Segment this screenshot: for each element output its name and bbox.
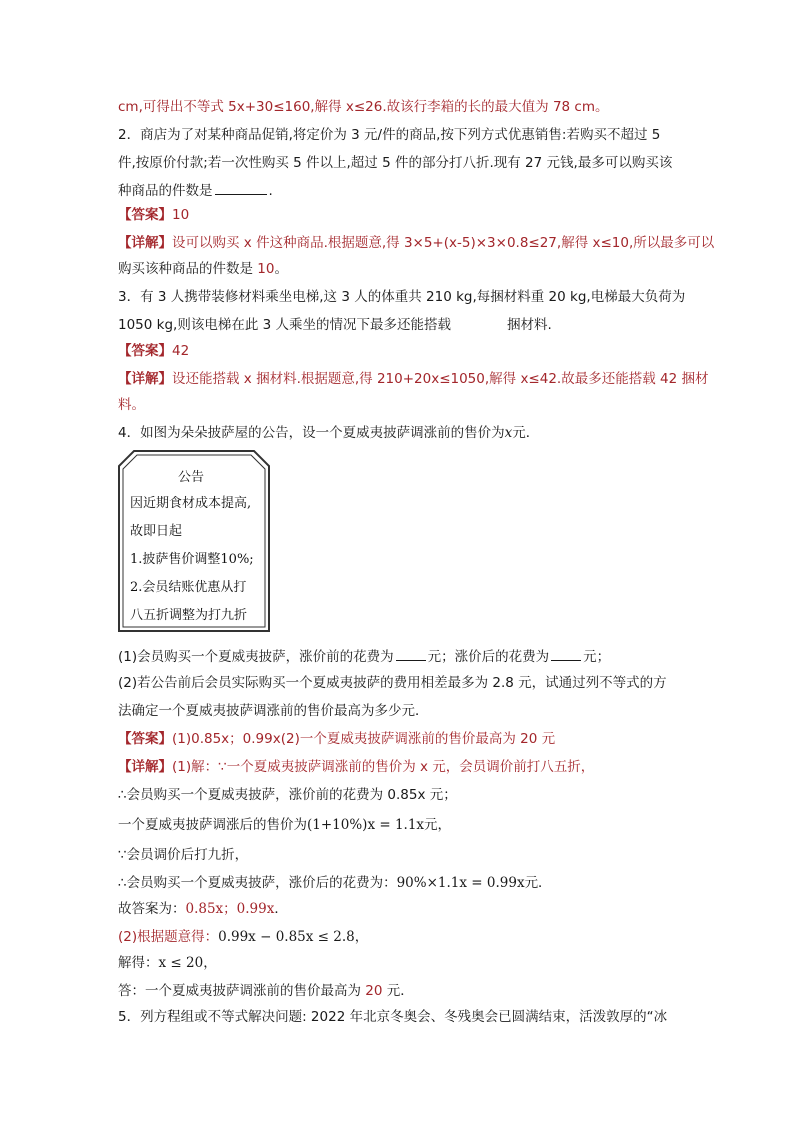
answer-blank bbox=[551, 646, 581, 661]
text: 。 bbox=[274, 261, 288, 277]
detail-3-line-2 bbox=[118, 394, 678, 416]
question-3-line-1 bbox=[118, 286, 686, 308]
answer-value: 0.85x；0.99x bbox=[185, 901, 275, 917]
detail-text: 设还能搭载 x 捆材料.根据题意,得 210+20x≤1050,解得 x≤42.故最多还能搭载 42 捆材 bbox=[172, 371, 709, 387]
text: 4．如图为朵朵披萨屋的公告，设一个夏威夷披萨调涨前的售价为 bbox=[118, 425, 505, 441]
notice-line-2: 故即日起 bbox=[130, 524, 183, 539]
detail-3-line-1 bbox=[118, 368, 709, 390]
answer-value: 10 bbox=[172, 207, 190, 223]
text: 元； bbox=[583, 649, 611, 665]
text: 元． bbox=[382, 983, 414, 999]
detail-4-line-2 bbox=[118, 784, 678, 806]
detail-2-line-2 bbox=[118, 258, 678, 280]
answer-blank bbox=[215, 180, 267, 195]
detail-text: 设可以购买 x 件这种商品.根据题意,得 3×5+(x-5)×3×0.8≤27,解得 x≤10,所以最多可以 bbox=[172, 235, 715, 251]
detail-4-line-5 bbox=[118, 872, 678, 894]
answer-value: (1)0.85x；0.99x(2)一个夏威夷披萨调涨前的售价最高为 20 元 bbox=[172, 731, 556, 747]
text: . bbox=[268, 183, 273, 199]
answer-tag: 【答案】 bbox=[118, 207, 172, 223]
text: 购买该种商品的件数是 bbox=[118, 261, 258, 277]
detail-tag: 【详解】 bbox=[118, 235, 172, 251]
text: (2)若公告前后会员实际购买一个夏威夷披萨的费用相差最多为 2.8 元，试通过列不等式的方 bbox=[118, 675, 667, 691]
text: 5．列方程组或不等式解决问题: 2022 年北京冬奥会、冬残奥会已圆满结束，活泼敦厚的“冰 bbox=[118, 1009, 668, 1025]
text: 解得： bbox=[118, 955, 159, 971]
text: 料。 bbox=[118, 397, 145, 413]
answer-value: 20 bbox=[365, 983, 383, 999]
text: 3．有 3 人携带装修材料乘坐电梯,这 3 人的体重共 210 kg,每捆材料重 20 kg,电梯最大负荷为 bbox=[118, 289, 686, 305]
text: 元， bbox=[424, 817, 452, 833]
detail-4-line-9 bbox=[118, 980, 678, 1002]
text: 元． bbox=[524, 875, 552, 891]
detail-4-line-1 bbox=[118, 756, 678, 778]
answer-tag: 【答案】 bbox=[118, 731, 172, 747]
answer-blank bbox=[396, 646, 426, 661]
answer-2 bbox=[118, 204, 678, 226]
question-2-line-3 bbox=[118, 180, 678, 202]
text: ． bbox=[274, 901, 288, 917]
detail-4-line-6 bbox=[118, 898, 678, 920]
text: ∴会员购买一个夏威夷披萨，涨价后的花费为： bbox=[118, 875, 397, 891]
detail-text: (1)解：∵一个夏威夷披萨调涨前的售价为 x 元，会员调价前打八五折， bbox=[172, 759, 595, 775]
notice-line-4: 2.会员结账优惠从打 bbox=[130, 580, 247, 595]
text: 捆材料. bbox=[507, 317, 552, 333]
question-2-line-1 bbox=[118, 124, 678, 146]
answer-value: 10 bbox=[257, 261, 275, 277]
text: (2)根据题意得： bbox=[118, 929, 219, 945]
answer-value: 42 bbox=[172, 343, 190, 359]
text: 元；涨价后的花费为 bbox=[427, 649, 550, 665]
text: 种商品的件数是 bbox=[118, 183, 213, 199]
text: ∴会员购买一个夏威夷披萨，涨价前的花费为 0.85x 元； bbox=[118, 787, 457, 803]
notice-line-1: 因近期食材成本提高, bbox=[130, 496, 252, 511]
notice-line-3: 1.披萨售价调整10%; bbox=[130, 552, 254, 567]
detail-4-line-3 bbox=[118, 814, 678, 836]
detail-4-line-8 bbox=[118, 952, 678, 974]
text: 法确定一个夏威夷披萨调涨前的售价最高为多少元． bbox=[118, 703, 429, 719]
text: 一个夏威夷披萨调涨后的售价为 bbox=[118, 817, 307, 833]
question-5-line-1 bbox=[118, 1006, 678, 1028]
detail-tag: 【详解】 bbox=[118, 371, 172, 387]
formula: (1+10%)x = 1.1x bbox=[307, 817, 425, 833]
question-4-line-1 bbox=[118, 422, 678, 444]
text: ， bbox=[354, 929, 369, 945]
text: ∵会员调价后打九折， bbox=[118, 847, 249, 863]
text: 1050 kg,则该电梯在此 3 人乘坐的情况下最多还能搭载 bbox=[118, 317, 451, 333]
answer-tag: 【答案】 bbox=[118, 343, 172, 359]
formula: x ≤ 20 bbox=[158, 955, 204, 971]
detail-tag: 【详解】 bbox=[118, 759, 172, 775]
notice-line-5: 八五折调整为打九折 bbox=[130, 608, 248, 623]
text: (1)会员购买一个夏威夷披萨，涨价前的花费为 bbox=[118, 649, 394, 665]
text: 2．商店为了对某种商品促销,将定价为 3 元/件的商品,按下列方式优惠销售:若购买不超过 5 bbox=[118, 127, 661, 143]
text: ， bbox=[203, 955, 217, 971]
question-4-part-1 bbox=[118, 646, 678, 668]
variable: x bbox=[504, 425, 513, 441]
text: 答：一个夏威夷披萨调涨前的售价最高为 bbox=[118, 983, 366, 999]
detail-4-line-4 bbox=[118, 844, 678, 866]
question-4-part-2-line-1 bbox=[118, 672, 678, 694]
answer-3 bbox=[118, 340, 678, 362]
formula: 90%×1.1x = 0.99x bbox=[396, 875, 525, 891]
pizza-notice-board bbox=[118, 450, 270, 632]
question-3-line-2 bbox=[118, 314, 678, 336]
line-cm-result bbox=[118, 96, 678, 118]
notice-title: 公告 bbox=[178, 470, 205, 485]
text: 元． bbox=[512, 425, 540, 441]
question-4-part-2-line-2 bbox=[118, 700, 678, 722]
formula: 0.99x − 0.85x ≤ 2.8 bbox=[218, 929, 355, 945]
text: 故答案为： bbox=[118, 901, 186, 917]
text: cm,可得出不等式 5x+30≤160,解得 x≤26.故该行李箱的长的最大值为 78 cm。 bbox=[118, 99, 609, 115]
answer-4 bbox=[118, 728, 678, 750]
detail-4-line-7 bbox=[118, 926, 678, 948]
detail-2-line-1 bbox=[118, 232, 715, 254]
text: 件,按原价付款;若一次性购买 5 件以上,超过 5 件的部分打八折.现有 27 元钱,最多可以购买该 bbox=[118, 155, 673, 171]
question-2-line-2 bbox=[118, 152, 678, 174]
